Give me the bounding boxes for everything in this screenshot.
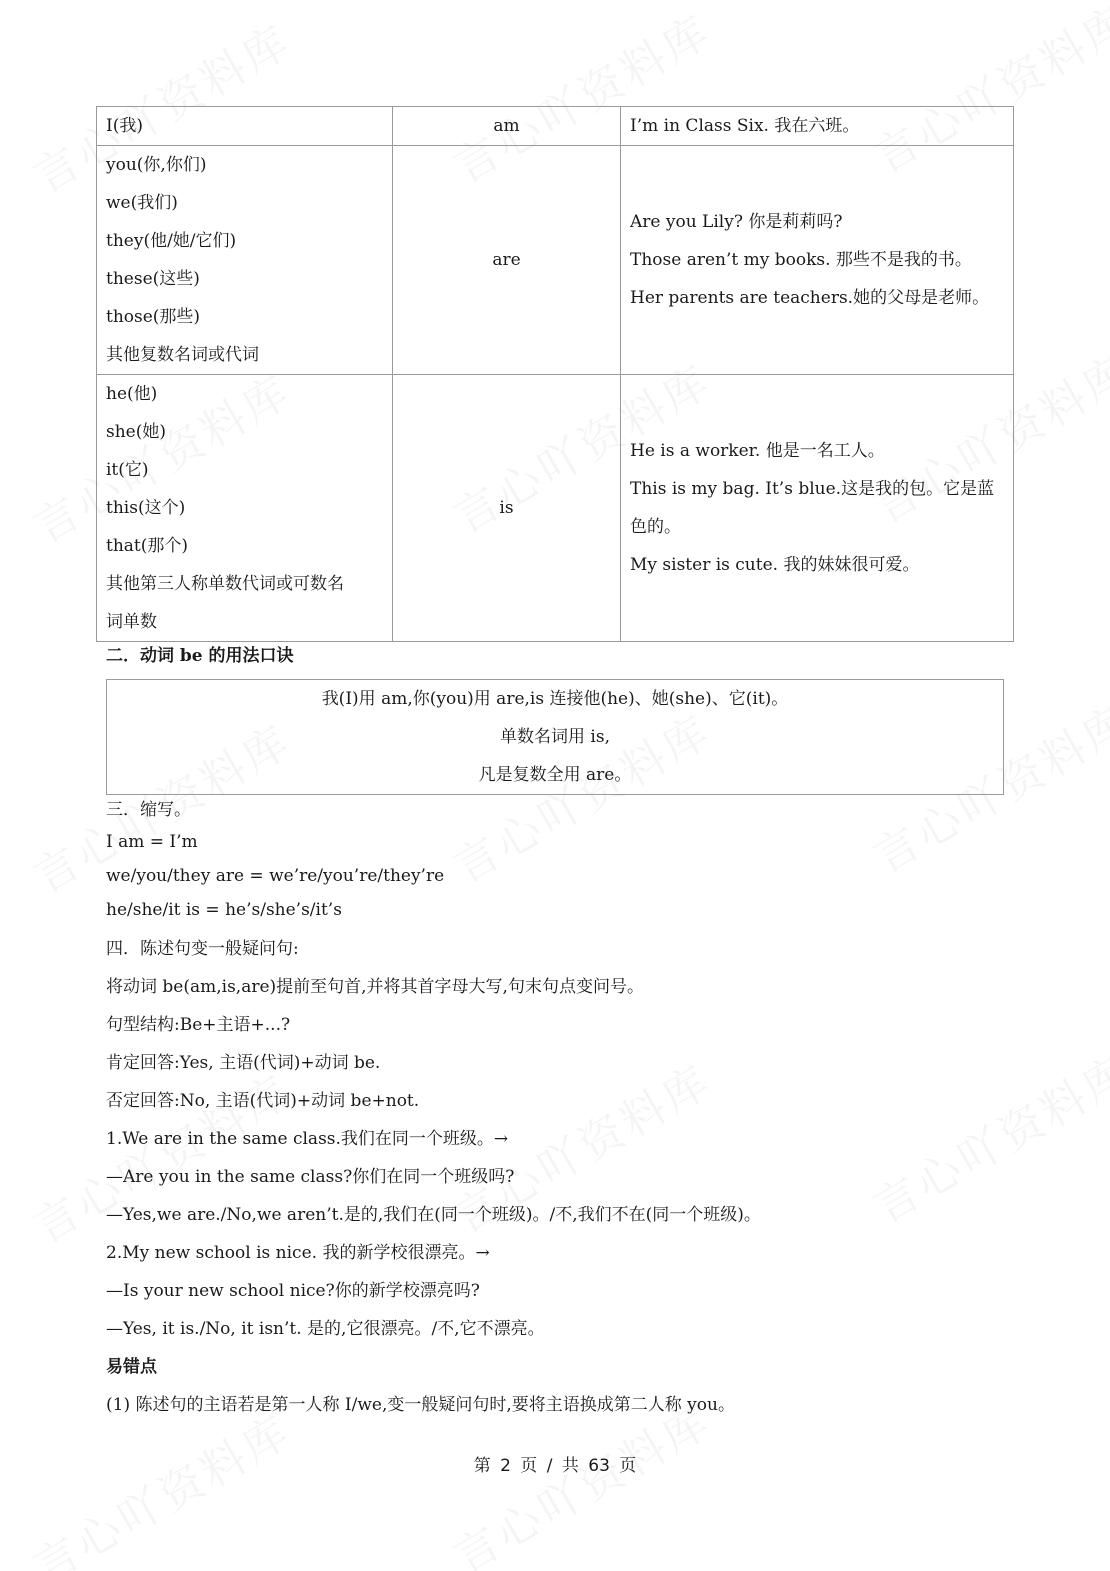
example-cell — [621, 375, 1014, 642]
example-text: Those aren’t my books. 那些不是我的书。 — [630, 250, 972, 270]
question-rule-line: 句型结构:Be+主语+...? — [106, 1015, 291, 1035]
example-text: 色的。 — [630, 517, 681, 537]
subject-text: we(我们) — [106, 193, 178, 213]
subject-text: 词单数 — [106, 612, 157, 632]
subject-text: she(她) — [106, 422, 166, 442]
section-heading-questions: 四．陈述句变一般疑问句: — [106, 939, 299, 959]
verb-cell: am — [393, 107, 621, 146]
watermark — [860, 1036, 1110, 1235]
example-cell — [621, 146, 1014, 375]
table-row-am — [97, 107, 1014, 146]
example-line: —Yes, it is./No, it isn’t. 是的,它很漂亮。/不,它不漂亮。 — [106, 1319, 545, 1339]
example-line: 2.My new school is nice. 我的新学校很漂亮。→ — [106, 1243, 490, 1263]
subject-cell — [97, 375, 393, 642]
question-rule-line: 将动词 be(am,is,are)提前至句首,并将其首字母大写,句末句点变问号。 — [106, 977, 644, 997]
example-text: He is a worker. 他是一名工人。 — [630, 441, 885, 461]
subject-text: these(这些) — [106, 269, 200, 289]
subject-text: this(这个) — [106, 498, 186, 518]
example-line: —Is your new school nice?你的新学校漂亮吗? — [106, 1281, 480, 1301]
be-usage-table — [96, 106, 1014, 642]
contraction-line: he/she/it is = he’s/she’s/it’s — [106, 900, 342, 920]
page-footer: 第 2 页 / 共 63 页 — [473, 1456, 637, 1476]
subject-text: that(那个) — [106, 536, 189, 556]
example-line: 1.We are in the same class.我们在同一个班级。→ — [106, 1129, 509, 1149]
tip-line: (1) 陈述句的主语若是第一人称 I/we,变一般疑问句时,要将主语换成第二人称 you。 — [106, 1395, 735, 1415]
subject-cell — [97, 146, 393, 375]
contraction-line: I am = I’m — [106, 832, 198, 852]
example-line: —Yes,we are./No,we aren’t.是的,我们在(同一个班级)。/不,我们不在(同一个班级)。 — [106, 1205, 761, 1225]
subject-text: he(他) — [106, 384, 158, 404]
example-text: This is my bag. It’s blue.这是我的包。它是蓝 — [630, 479, 995, 499]
subject-text: 其他第三人称单数代词或可数名 — [106, 574, 344, 594]
table-row-are — [97, 146, 1014, 375]
subject-text: 其他复数名词或代词 — [106, 345, 259, 365]
section-heading-contractions: 三．缩写。 — [106, 800, 191, 820]
verb-cell: is — [393, 375, 621, 642]
example-text: Her parents are teachers.她的父母是老师。 — [630, 288, 990, 308]
example-text: I’m in Class Six. 我在六班。 — [630, 116, 860, 136]
subject-text: it(它) — [106, 460, 149, 480]
rhyme-line: 凡是复数全用 are。 — [478, 765, 632, 785]
subject-text: I(我) — [106, 116, 143, 136]
section-heading-tips: 易错点 — [106, 1357, 157, 1377]
example-cell — [621, 107, 1014, 146]
question-rule-line: 否定回答:No, 主语(代词)+动词 be+not. — [106, 1091, 420, 1111]
rhyme-line: 我(I)用 am,你(you)用 are,is 连接他(he)、她(she)、它(it)。 — [321, 689, 789, 709]
subject-text: they(他/她/它们) — [106, 231, 237, 251]
rhyme-line: 单数名词用 is, — [500, 727, 610, 747]
example-text: My sister is cute. 我的妹妹很可爱。 — [630, 555, 920, 575]
example-text: Are you Lily? 你是莉莉吗? — [630, 212, 843, 232]
question-rule-line: 肯定回答:Yes, 主语(代词)+动词 be. — [106, 1053, 381, 1073]
rhyme-box — [106, 679, 1004, 795]
table-row-is — [97, 375, 1014, 642]
example-line: —Are you in the same class?你们在同一个班级吗? — [106, 1167, 515, 1187]
section-heading-rhyme: 二．动词 be 的用法口诀 — [106, 646, 294, 666]
verb-cell: are — [393, 146, 621, 375]
contraction-line: we/you/they are = we’re/you’re/they’re — [106, 866, 445, 886]
subject-cell — [97, 107, 393, 146]
subject-text: you(你,你们) — [106, 155, 207, 175]
watermark — [20, 1396, 301, 1571]
subject-text: those(那些) — [106, 307, 201, 327]
